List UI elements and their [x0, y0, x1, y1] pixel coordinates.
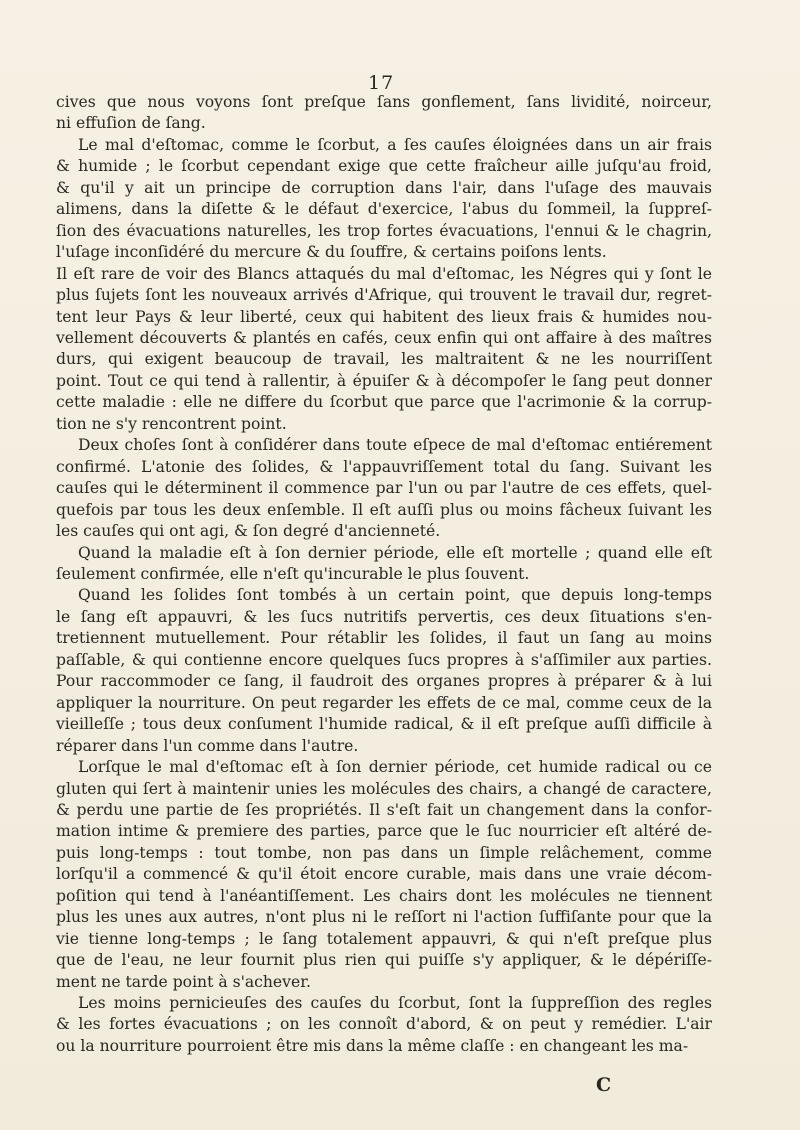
text-line: le ſang eſt appauvri, & les ſucs nutritifs pervertis, ces deux ſituations s'en-	[56, 607, 712, 626]
text-line: durs, qui exigent beaucoup de travail, les maltraitent & ne les nourriſſent	[56, 350, 712, 369]
paragraph	[56, 585, 712, 757]
text-line: Deux choſes ſont à conſidérer dans toute eſpece de mal d'eſtomac entiérement	[78, 436, 712, 455]
text-line: ment ne tarde point à s'achever.	[56, 972, 311, 991]
text-line: plus les unes aux autres, n'ont plus ni le reſſort ni l'action ſuffiſante pour que la	[56, 908, 712, 927]
text-line: l'uſage inconſidéré du mercure & du ſouffre, & certains poiſons lents.	[56, 243, 607, 262]
text-line: que de l'eau, ne leur fournit plus rien qui puiſſe s'y appliquer, & le dépériſſe-	[56, 951, 712, 970]
text-line: Le mal d'eſtomac, comme le ſcorbut, a ſes cauſes éloignées dans un air frais	[78, 135, 712, 154]
text-line: vieilleſſe ; tous deux conſument l'humide radical, & il eſt preſque auſſi difficile à	[56, 715, 712, 734]
text-line: réparer dans l'un comme dans l'autre.	[56, 736, 359, 755]
paragraph	[56, 543, 712, 586]
page-number: 17	[368, 72, 395, 94]
text-line: puis long-temps : tout tombe, non pas dans un ſimple relâchement, comme	[56, 843, 712, 862]
body-text	[56, 92, 712, 1057]
text-line: vellement découverts & plantés en cafés, ceux enfin qui ont affaire à des maîtres	[56, 328, 712, 347]
text-line: Les moins pernicieuſes des cauſes du ſcorbut, ſont la ſuppreſſion des regles	[78, 994, 712, 1013]
text-line: Il eſt rare de voir des Blancs attaqués du mal d'eſtomac, les Négres qui y ſont le	[56, 264, 712, 283]
text-line: & perdu une partie de ſes propriétés. Il s'eſt fait un changement dans la confor-	[56, 800, 712, 819]
text-line: & humide ; le ſcorbut cependant exige que cette fraîcheur aille juſqu'au froid,	[56, 157, 712, 176]
paragraph	[56, 92, 712, 135]
text-line: & qu'il y ait un principe de corruption dans l'air, dans l'uſage des mauvais	[56, 178, 712, 197]
paragraph	[56, 264, 712, 436]
text-line: cives que nous voyons ſont preſque ſans gonflement, ſans lividité, noirceur,	[56, 93, 712, 111]
paragraph	[56, 757, 712, 993]
text-line: ſion des évacuations naturelles, les trop fortes évacuations, l'ennui & le chagrin,	[56, 221, 712, 240]
text-line: Pour raccommoder ce ſang, il faudroit des organes propres à préparer & à lui	[56, 672, 712, 691]
text-line: mation intime & premiere des parties, parce que le ſuc nourricier eſt altéré de-	[56, 822, 712, 841]
text-line: point. Tout ce qui tend à rallentir, à épuiſer & à décompoſer le ſang peut donner	[56, 371, 712, 390]
text-line: ou la nourriture pourroient être mis dans la même claſſe : en changeant les ma-	[56, 1036, 689, 1055]
text-line: confirmé. L'atonie des ſolides, & l'appauvriſſement total du ſang. Suivant les	[56, 457, 712, 476]
text-line: quefois par tous les deux enſemble. Il eſt auſſi plus ou moins fâcheux ſuivant les	[56, 500, 712, 519]
text-line: & les fortes évacuations ; on les connoît d'abord, & on peut y remédier. L'air	[56, 1015, 712, 1034]
text-line: appliquer la nourriture. On peut regarder les effets de ce mal, comme ceux de la	[56, 693, 712, 712]
text-line: cette maladie : elle ne differe du ſcorbut que parce que l'acrimonie & la corrup-	[56, 393, 712, 412]
text-line: ni effuſion de ſang.	[56, 114, 206, 133]
text-line: Quand la maladie eſt à ſon dernier période, elle eſt mortelle ; quand elle eſt	[78, 543, 712, 562]
text-line: vie tienne long-temps ; le ſang totalement appauvri, & qui n'eſt preſque plus	[56, 929, 712, 948]
text-line: poſition qui tend à l'anéantiſſement. Les chairs dont les molécules ne tiennent	[56, 886, 712, 905]
paragraph	[56, 435, 712, 542]
signature-mark: C	[596, 1074, 612, 1096]
text-line: gluten qui ſert à maintenir unies les molécules des chairs, a changé de caractere,	[56, 779, 712, 798]
text-line: plus ſujets ſont les nouveaux arrivés d'Afrique, qui trouvent le travail dur, regret-	[56, 286, 712, 305]
text-line: ſeulement confirmée, elle n'eſt qu'incurable le plus ſouvent.	[56, 564, 530, 583]
text-line: lorſqu'il a commencé & qu'il étoit encore curable, mais dans une vraie décom-	[56, 865, 712, 884]
paragraph	[56, 993, 712, 1057]
text-line: alimens, dans la diſette & le défaut d'exercice, l'abus du ſommeil, la ſuppreſ-	[56, 200, 712, 219]
text-line: cauſes qui le déterminent il commence par l'un ou par l'autre de ces effets, quel-	[56, 479, 712, 498]
text-line: Quand les ſolides ſont tombés à un certain point, que depuis long-temps	[78, 586, 712, 605]
text-line: les cauſes qui ont agi, & ſon degré d'ancienneté.	[56, 522, 441, 541]
text-line: Lorſque le mal d'eſtomac eſt à ſon dernier période, cet humide radical ou ce	[78, 758, 712, 777]
text-line: tent leur Pays & leur liberté, ceux qui habitent des lieux frais & humides nou-	[56, 307, 712, 326]
text-line: paſſable, & qui contienne encore quelques ſucs propres à s'aſſimiler aux parties.	[56, 650, 712, 669]
text-line: tretiennent mutuellement. Pour rétablir les ſolides, il faut un ſang au moins	[56, 629, 712, 648]
paragraph	[56, 135, 712, 264]
text-line: tion ne s'y rencontrent point.	[56, 414, 287, 433]
